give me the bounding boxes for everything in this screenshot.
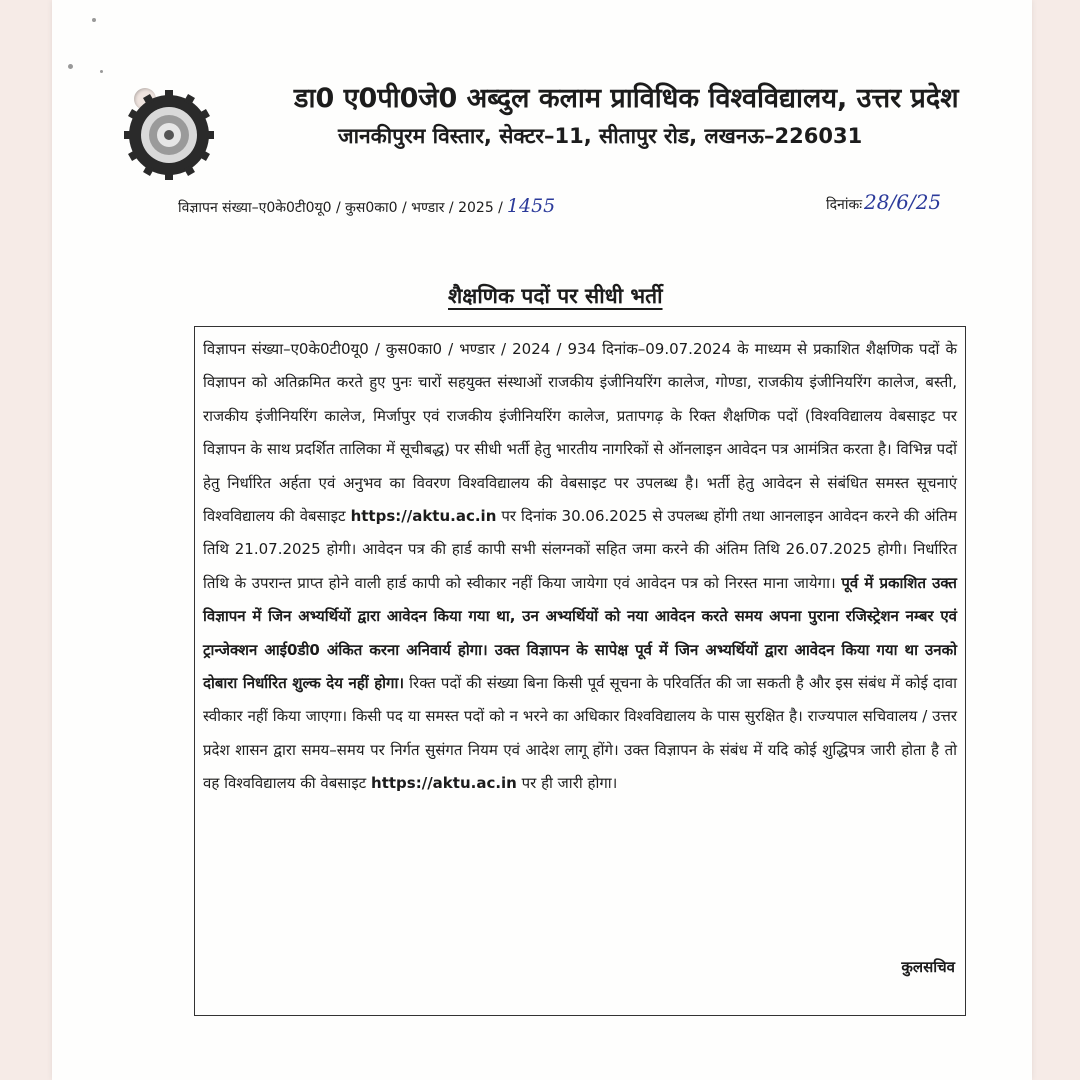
notice-part-3: रिक्त पदों की संख्या बिना किसी पूर्व सूचना के परिवर्तित की जा सकती है और इस संबंध में कोई दावा स्वीकार नहीं किया जाएगा। किसी पद या समस्त पदों को न भरने का अधिकार विश्वविद्यालय के पास सुरक्षित है। राज्यपाल सचिवालय / उत्तर प्रदेश शासन द्वारा समय–समय पर निर्गत सुसंगत नियम एवं आदेश लागू होंगे। उक्त विज्ञापन के संबंध में यदि कोई शुद्धिपत्र जारी होता है तो वह विश्वविद्यालय की वेबसाइट	[203, 674, 957, 793]
page-title: शैक्षणिक पदों पर सीधी भर्ती	[448, 284, 663, 308]
notice-part-1: विज्ञापन संख्या–ए0के0टी0यू0 / कुस0का0 / भण्डार / 2024 / 934 दिनांक–09.07.2024 के माध्यम से प्रकाशित शैक्षणिक पदों के विज्ञापन को अतिक्रमित करते हुए पुनः चारों सहयुक्त संस्थाओं राजकीय इंजीनियरिंग कालेज, गोण्डा, राजकीय इंजीनियरिंग कालेज, बस्ती, राजकीय इंजीनियरिंग कालेज, मिर्जापुर एवं राजकीय इंजीनियरिंग कालेज, प्रतापगढ़ के रिक्त शैक्षणिक पदों (विश्वविद्यालय वेबसाइट पर विज्ञापन के साथ प्रदर्शित तालिका में सूचीबद्ध) पर सीधी भर्ती हेतु भारतीय नागरिकों से ऑनलाइन आवेदन पत्र आमंत्रित करता है। विभिन्न पदों हेतु निर्धारित अर्हता एवं अनुभव का विवरण विश्वविद्यालय की वेबसाइट पर उपलब्ध है। भर्ती हेतु आवेदन से संबंधित समस्त सूचनाएं विश्वविद्यालय की वेबसाइट	[203, 340, 957, 526]
reference-label: विज्ञापन संख्या–ए0के0टी0यू0 / कुस0का0 / भण्डार / 2025 /	[178, 200, 503, 216]
notice-part-4: पर ही जारी होगा।	[521, 774, 618, 793]
paper-speck	[100, 70, 103, 73]
university-emblem-icon	[124, 90, 214, 180]
registrar-signature: कुलसचिव	[901, 958, 955, 976]
notice-box	[194, 326, 966, 1016]
date-label: दिनांकः	[826, 197, 863, 213]
reference-handwritten-number: 1455	[506, 195, 556, 217]
university-name: डा0 ए0पी0जे0 अब्दुल कलाम प्राविधिक विश्वविद्यालय, उत्तर प्रदेश	[294, 83, 959, 114]
website-link-2[interactable]: https://aktu.ac.in	[371, 774, 517, 793]
university-address: जानकीपुरम विस्तार, सेक्टर–11, सीतापुर रोड, लखनऊ–226031	[338, 124, 863, 148]
notice-body	[203, 333, 957, 801]
issue-date	[826, 190, 941, 214]
reference-number	[178, 195, 555, 217]
date-handwritten: 28/6/25	[864, 190, 942, 214]
paper-speck	[68, 64, 73, 69]
notice-part-2: पर दिनांक 30.06.2025 से उपलब्ध होंगी तथा आनलाइन आवेदन करने की अंतिम तिथि 21.07.2025 होगी। आवेदन पत्र की हार्ड कापी सभी संलग्नकों सहित जमा करने की अंतिम तिथि 26.07.2025 होगी। निर्धारित तिथि के उपरान्त प्राप्त होने वाली हार्ड कापी को स्वीकार नहीं किया जायेगा एवं आवेदन पत्र को निरस्त माना जायेगा।	[203, 507, 957, 592]
paper-speck	[92, 18, 96, 22]
notice-bold-instruction: पूर्व में प्रकाशित उक्त विज्ञापन में जिन अभ्यर्थियों द्वारा आवेदन किया गया था, उन अभ्यर्थियों को नया आवेदन करते समय अपना पुराना रजिस्ट्रेशन नम्बर एवं ट्रान्जेक्शन आई0डी0 अंकित करना अनिवार्य होगा। उक्त विज्ञापन के सापेक्ष पूर्व में जिन अभ्यर्थियों द्वारा आवेदन किया गया था उनको दोबारा निर्धारित शुल्क देय नहीं होगा।	[203, 573, 957, 693]
website-link-1[interactable]: https://aktu.ac.in	[350, 507, 497, 526]
